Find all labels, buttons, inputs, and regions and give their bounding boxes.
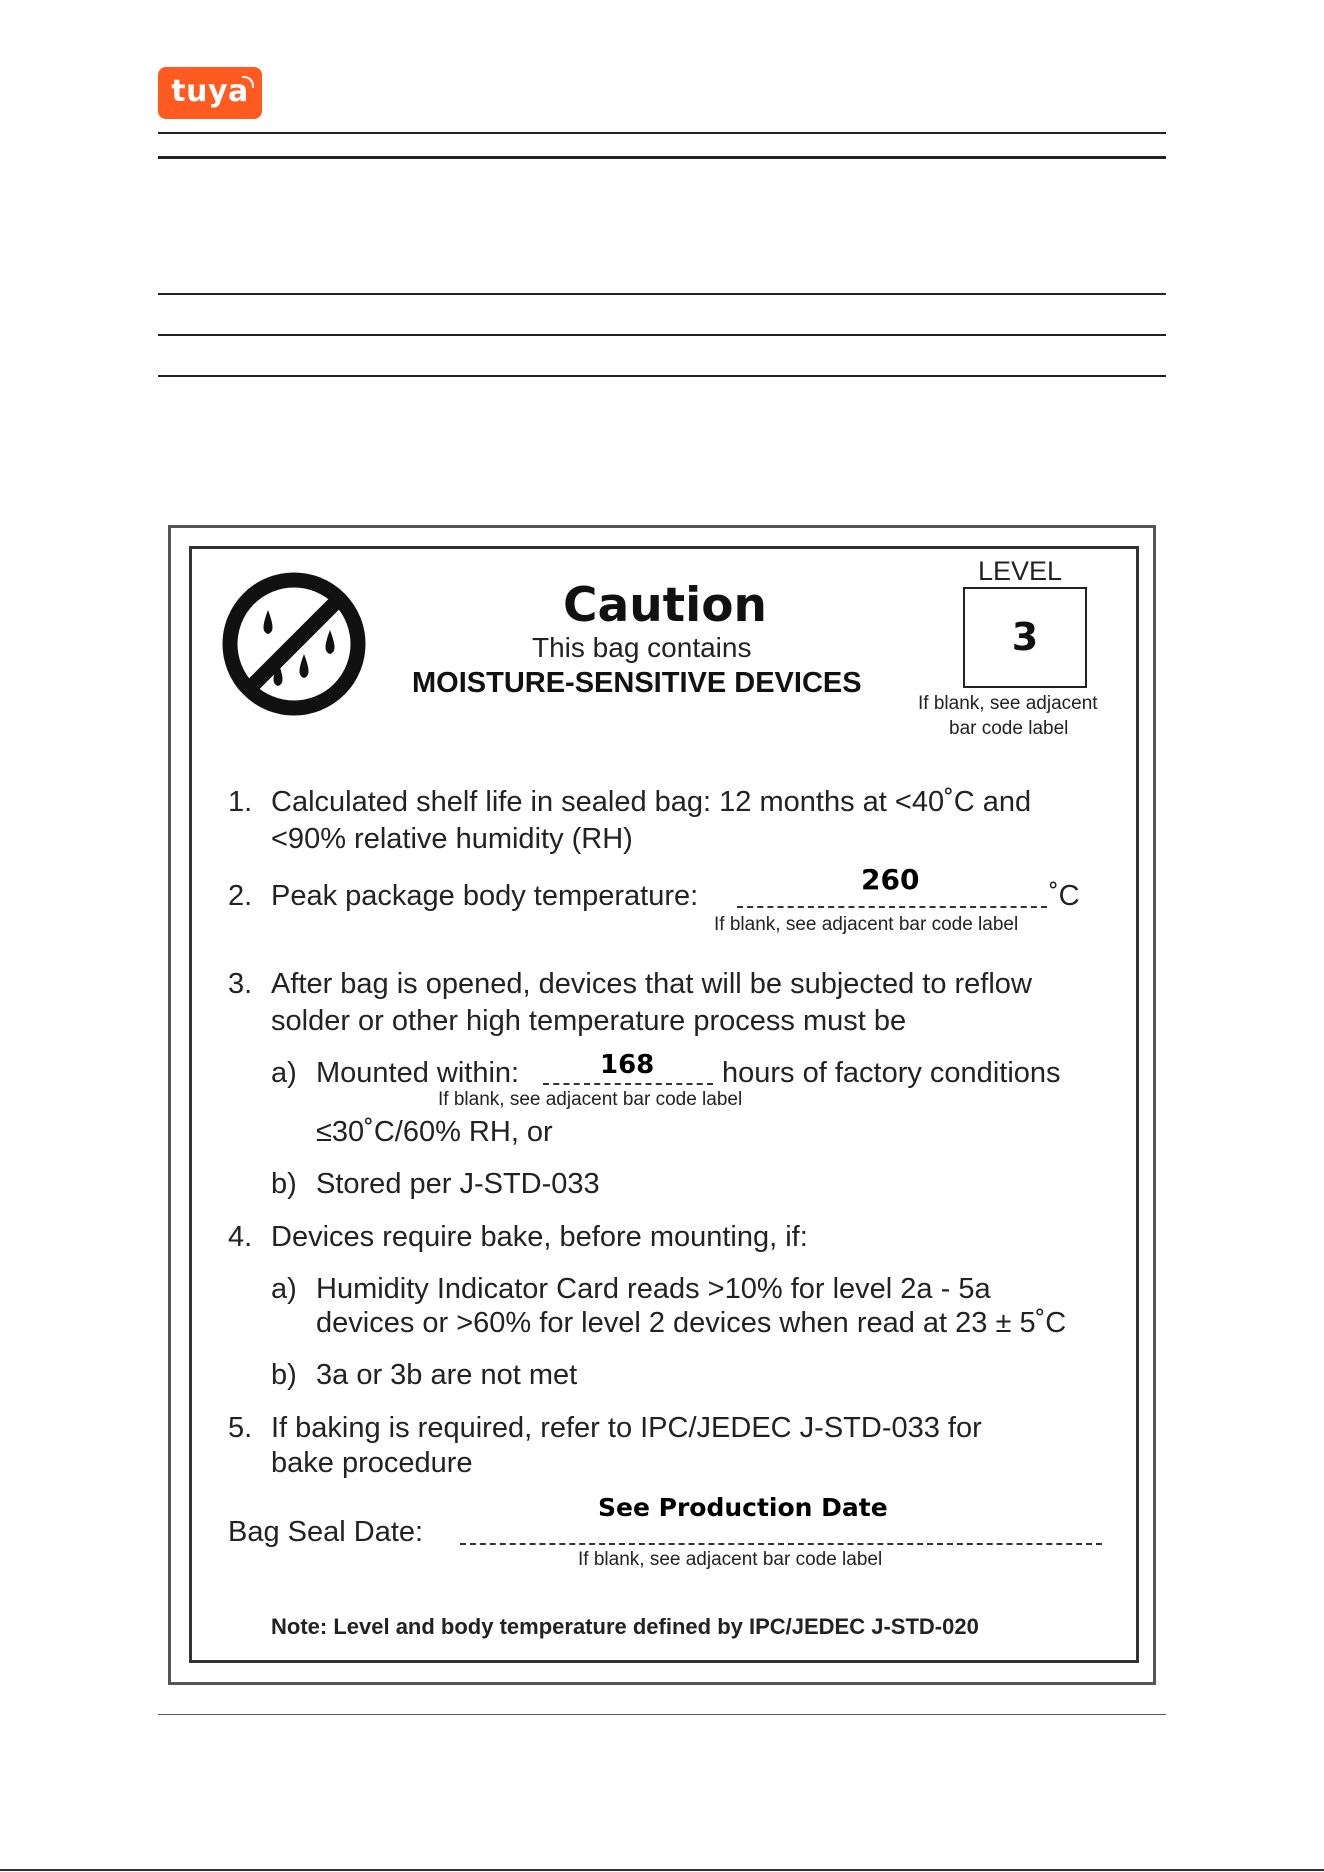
item3-text: After bag is opened, devices that will be subjected to reflow bbox=[271, 968, 1032, 1000]
sub-item-letter: a) bbox=[271, 1057, 297, 1089]
page-bottom-edge bbox=[0, 1869, 1324, 1871]
item3a-text: ≤30˚C/60% RH, or bbox=[316, 1116, 553, 1148]
fill-line bbox=[460, 1543, 1102, 1545]
floor-life-hours-value: 168 bbox=[600, 1050, 655, 1080]
bag-seal-date-label: Bag Seal Date: bbox=[228, 1516, 424, 1548]
peak-temperature-value: 260 bbox=[861, 863, 920, 896]
divider bbox=[158, 293, 1166, 295]
item-number: 5. bbox=[228, 1412, 253, 1444]
blank-note: If blank, see adjacent bar code label bbox=[438, 1089, 743, 1110]
item3a-text: Mounted within: bbox=[316, 1057, 520, 1089]
item3a-suffix: hours of factory conditions bbox=[722, 1057, 1061, 1089]
item4a-text: devices or >60% for level 2 devices when read at 23 ± 5˚C bbox=[316, 1307, 1067, 1339]
level-value: 3 bbox=[963, 587, 1087, 688]
item-number: 2. bbox=[228, 880, 253, 912]
divider bbox=[158, 1714, 1166, 1715]
item5-text: bake procedure bbox=[271, 1447, 473, 1479]
item1-text: Calculated shelf life in sealed bag: 12 months at <40˚C and bbox=[271, 786, 1032, 818]
level-blank-note: If blank, see adjacent bbox=[918, 693, 1098, 714]
tuya-logo bbox=[158, 67, 262, 119]
divider bbox=[158, 334, 1166, 336]
item4b-text: 3a or 3b are not met bbox=[316, 1359, 578, 1391]
divider bbox=[158, 375, 1166, 377]
item3b-text: Stored per J-STD-033 bbox=[316, 1168, 600, 1200]
level-title: LEVEL bbox=[978, 556, 1063, 586]
bag-seal-date-value: See Production Date bbox=[598, 1493, 888, 1522]
sub-item-letter: b) bbox=[271, 1359, 297, 1391]
sub-item-letter: a) bbox=[271, 1273, 297, 1305]
item4a-text: Humidity Indicator Card reads >10% for level 2a - 5a bbox=[316, 1273, 991, 1305]
fill-line bbox=[543, 1083, 713, 1085]
caution-heading: MOISTURE-SENSITIVE DEVICES bbox=[412, 667, 862, 699]
item-number: 3. bbox=[228, 968, 253, 1000]
caution-title: Caution bbox=[563, 578, 767, 633]
wifi-icon bbox=[242, 76, 254, 88]
item-number: 1. bbox=[228, 786, 253, 818]
item4-text: Devices require bake, before mounting, if: bbox=[271, 1221, 808, 1253]
sub-item-letter: b) bbox=[271, 1168, 297, 1200]
item2-unit: ˚C bbox=[1049, 880, 1080, 912]
item1-text: <90% relative humidity (RH) bbox=[271, 823, 633, 855]
caution-subtitle: This bag contains bbox=[532, 632, 752, 663]
standard-note: Note: Level and body temperature defined by IPC/JEDEC J-STD-020 bbox=[271, 1614, 979, 1639]
blank-note: If blank, see adjacent bar code label bbox=[578, 1549, 883, 1570]
logo-text: tuya bbox=[171, 74, 249, 109]
no-moisture-icon bbox=[218, 568, 370, 720]
item-number: 4. bbox=[228, 1221, 253, 1253]
item5-text: If baking is required, refer to IPC/JEDEC J-STD-033 for bbox=[271, 1412, 982, 1444]
blank-note: If blank, see adjacent bar code label bbox=[714, 914, 1019, 935]
divider bbox=[158, 132, 1166, 134]
item2-text: Peak package body temperature: bbox=[271, 880, 699, 912]
item3-text: solder or other high temperature process must be bbox=[271, 1005, 907, 1037]
divider bbox=[158, 156, 1166, 159]
fill-line bbox=[737, 906, 1047, 908]
level-blank-note: bar code label bbox=[949, 718, 1069, 739]
